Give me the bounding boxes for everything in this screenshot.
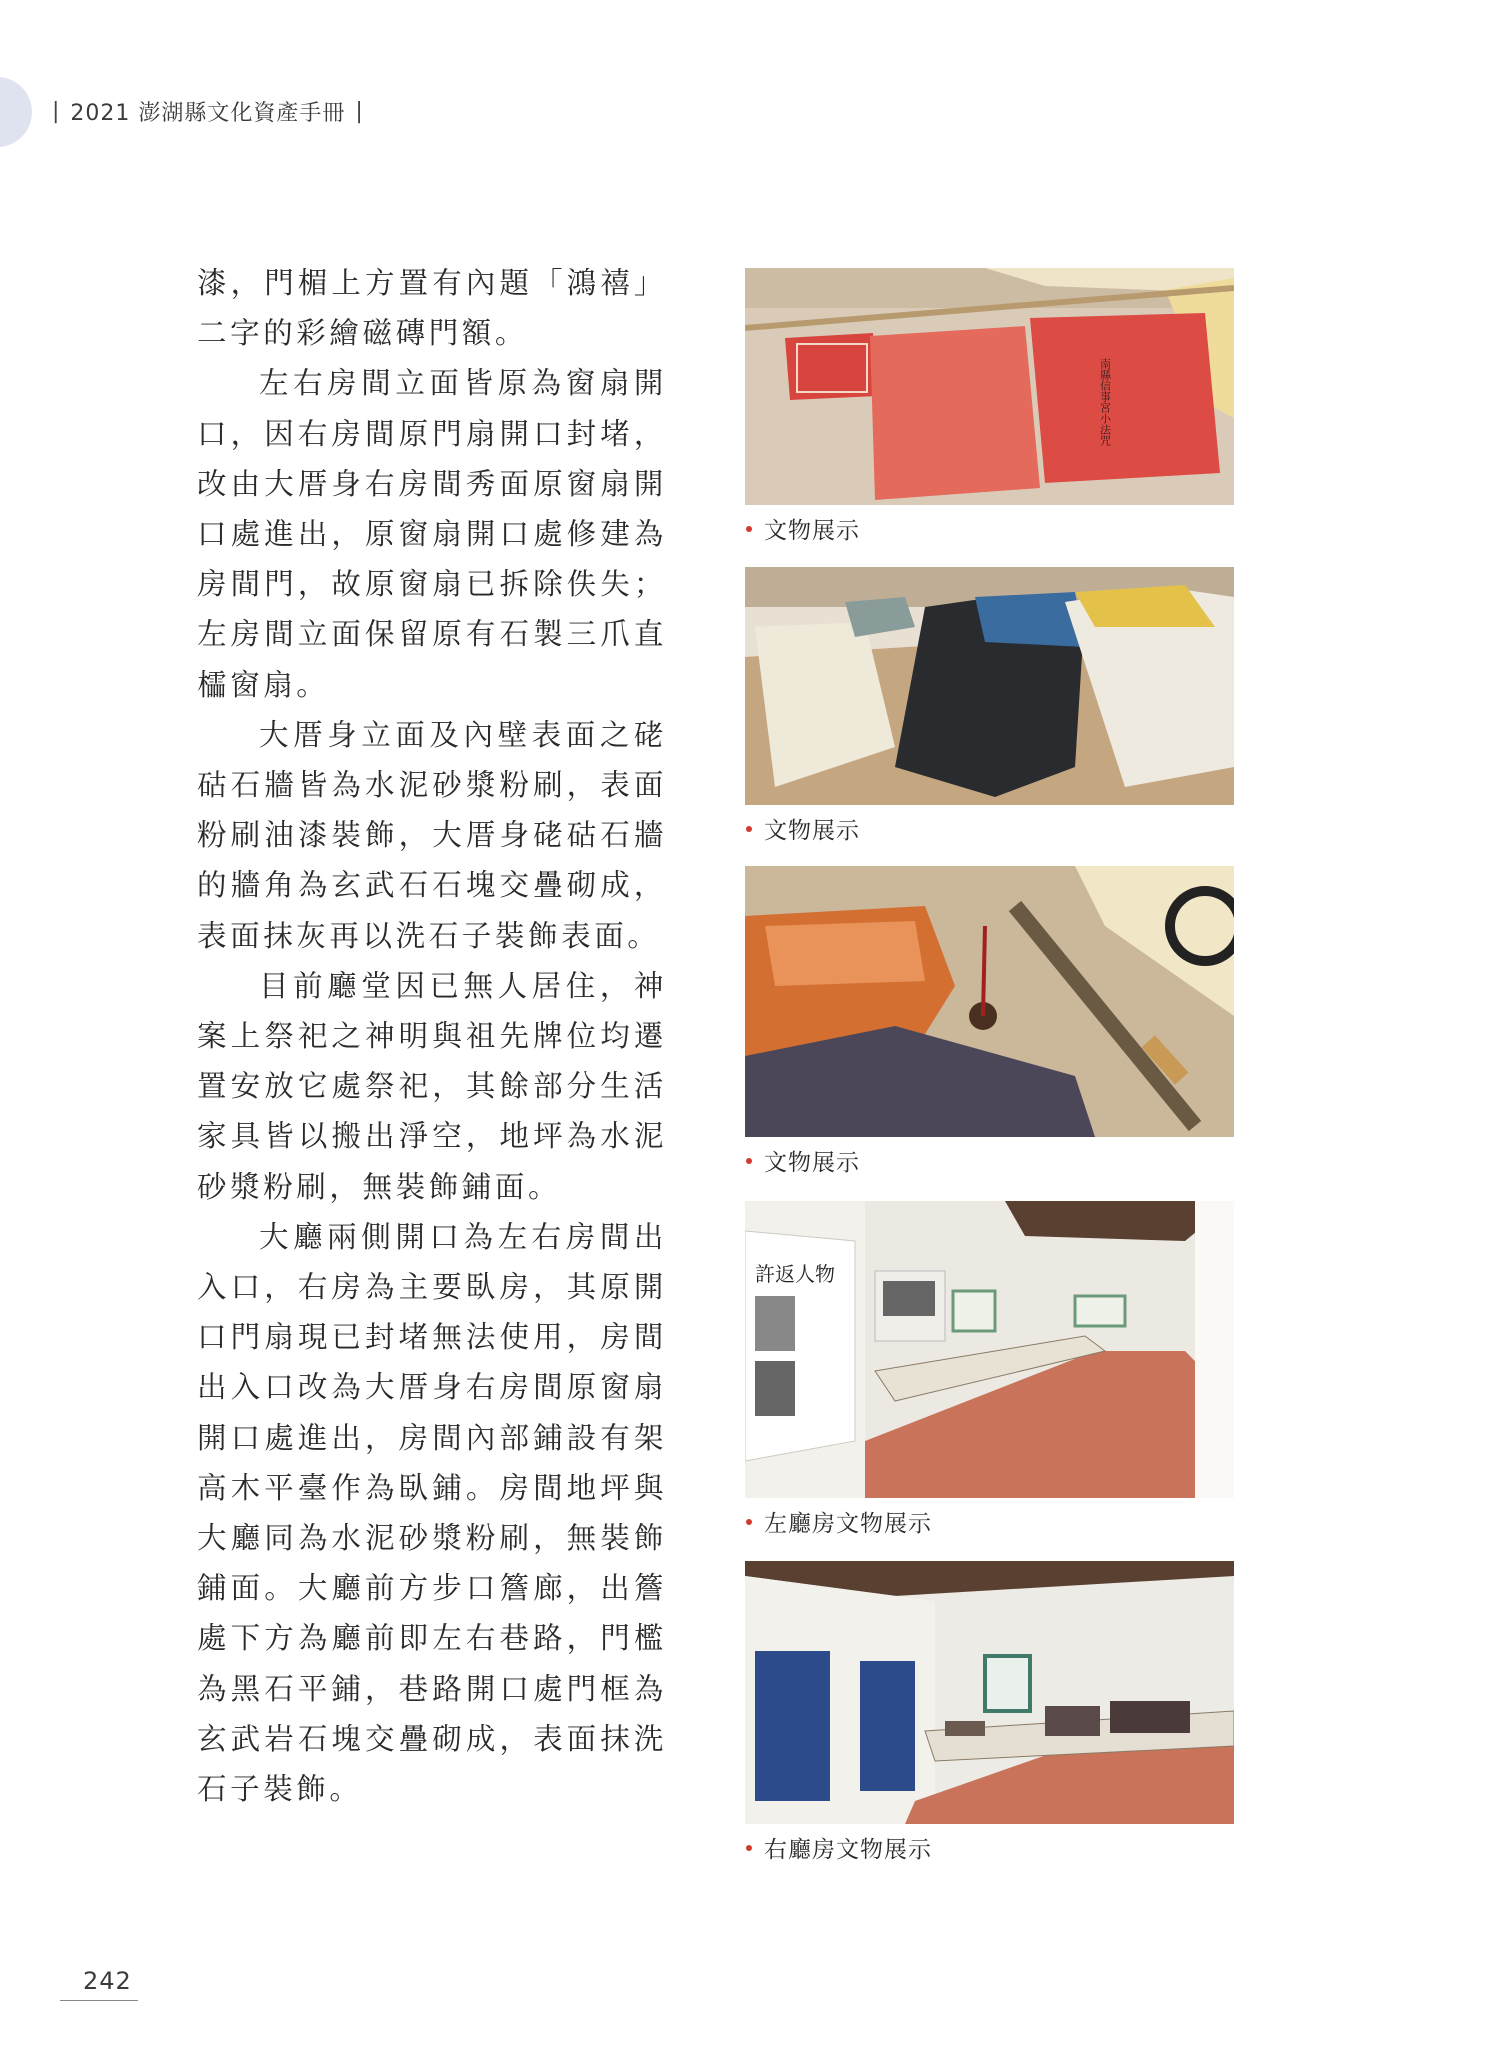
booklet-text: 南縣信事宮小法咒	[1098, 358, 1112, 446]
caption-bullet-icon	[746, 1158, 752, 1164]
page-tab-marker	[0, 77, 32, 147]
caption-bullet-icon	[746, 1519, 752, 1525]
photo-caption	[746, 1505, 932, 1538]
photo-caption	[746, 512, 860, 545]
paragraph: 漆，門楣上方置有內題「鴻禧」二字的彩繪磁磚門額。	[197, 266, 667, 351]
header-divider: |	[52, 99, 61, 124]
photo-left-room-exhibit	[745, 1201, 1234, 1498]
photo-right-room-exhibit	[745, 1561, 1234, 1824]
photo-artifact-sword	[745, 866, 1234, 1137]
paragraph: 大厝身立面及內壁表面之硓𥑮石牆皆為水泥砂漿粉刷，表面粉刷油漆裝飾，大厝身硓𥑮石牆的牆角為玄武石石塊交疊砌成，表面抹灰再以洗石子裝飾表面。	[197, 717, 667, 953]
paragraph: 大廳兩側開口為左右房間出入口，右房為主要臥房，其原開口門扇現已封堵無法使用，房間出入口改為大厝身右房間原窗扇開口處進出，房間內部鋪設有架高木平臺作為臥鋪。房間地坪與大廳同為水泥砂漿粉刷，無裝飾鋪面。大廳前方步口簷廊，出簷處下方為廳前即左右巷路，門檻為黑石平鋪，巷路開口處門框為玄武岩石塊交疊砌成，表面抹洗石子裝飾。	[197, 1219, 667, 1807]
body-text	[197, 258, 667, 1814]
caption-text: 左廳房文物展示	[764, 1511, 932, 1537]
caption-text: 文物展示	[764, 1150, 860, 1176]
photo-artifact-booklets	[745, 268, 1234, 505]
running-header	[52, 96, 374, 127]
header-divider: |	[355, 99, 364, 124]
caption-text: 文物展示	[764, 518, 860, 544]
paragraph: 目前廳堂因已無人居住，神案上祭祀之神明與祖先牌位均遷置安放它處祭祀，其餘部分生活家具皆以搬出淨空，地坪為水泥砂漿粉刷，無裝飾鋪面。	[197, 968, 667, 1204]
caption-text: 右廳房文物展示	[764, 1837, 932, 1863]
photo-artifact-garments	[745, 567, 1234, 805]
photo-caption	[746, 1831, 932, 1864]
header-title: 2021 澎湖縣文化資產手冊	[70, 101, 346, 126]
page-number: 242	[83, 1967, 132, 1995]
photo-caption	[746, 1144, 860, 1177]
caption-bullet-icon	[746, 1845, 752, 1851]
paragraph: 左右房間立面皆原為窗扇開口，因右房間原門扇開口封堵，改由大厝身右房間秀面原窗扇開口處進出，原窗扇開口處修建為房間門，故原窗扇已拆除佚失；左房間立面保留原有石製三爪直櫺窗扇。	[197, 366, 667, 702]
photo-caption	[746, 812, 860, 845]
page-number-rule	[60, 2000, 138, 2001]
caption-bullet-icon	[746, 526, 752, 532]
poster-title: 許返人物	[755, 1262, 835, 1286]
caption-bullet-icon	[746, 826, 752, 832]
caption-text: 文物展示	[764, 818, 860, 844]
